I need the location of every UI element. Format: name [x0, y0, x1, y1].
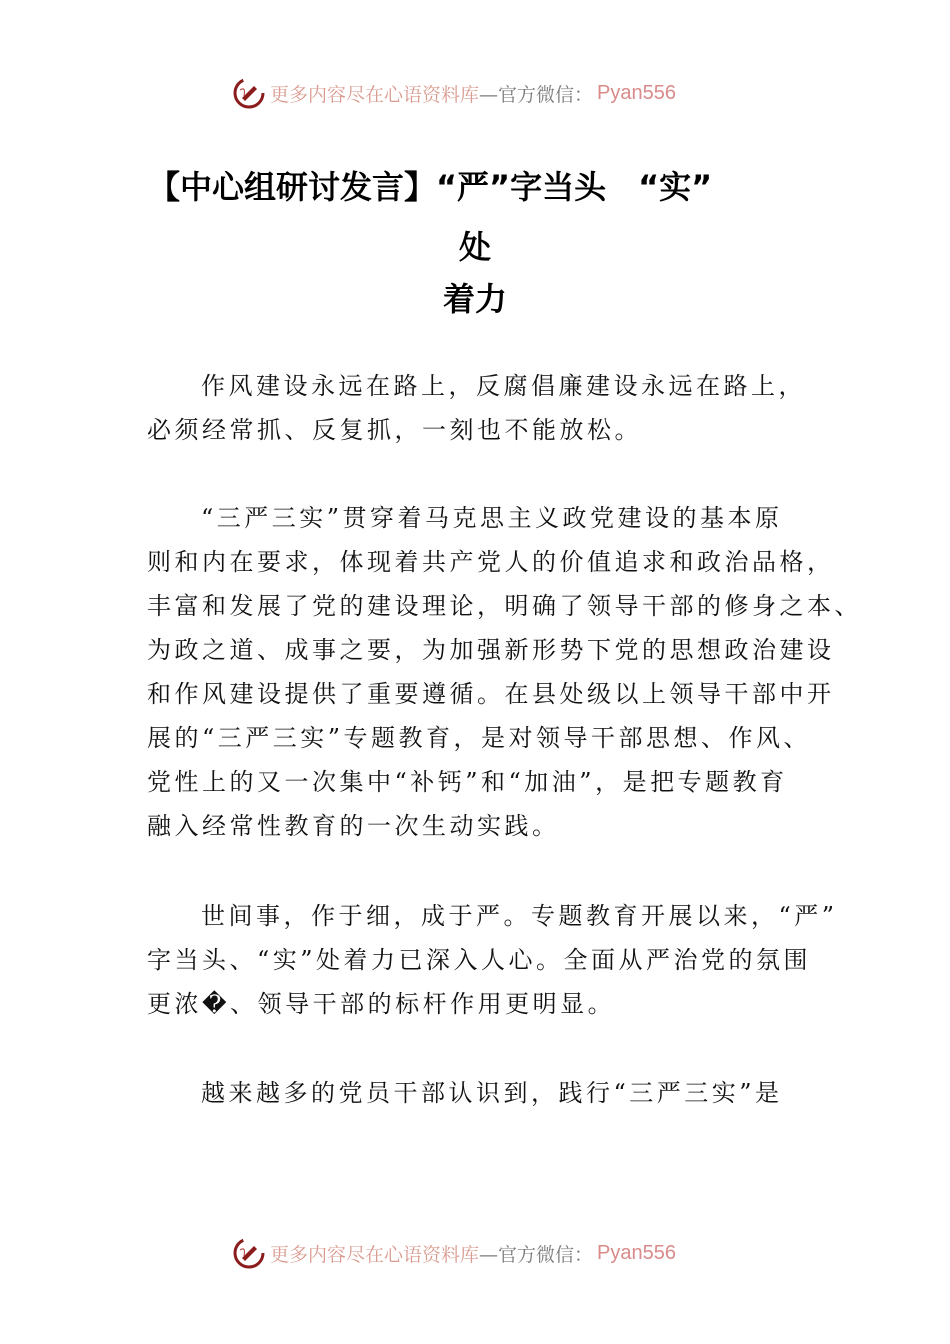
document-title-line-1: 【中心组研讨发言】“严”字当头 “实” [148, 168, 713, 206]
header-banner [232, 75, 676, 111]
paragraph-line: 必须经常抓、反复抓，一刻也不能放松。 [147, 416, 642, 444]
paragraph-line: 展的“三严三实”专题教育，是对领导干部思想、作风、 [147, 724, 812, 752]
paragraph-line: 作风建设永远在路上，反腐倡廉建设永远在路上， [201, 372, 806, 400]
banner-wechat-id: Pyan556 [597, 81, 676, 104]
banner-wechat-label: —官方微信： [479, 1243, 594, 1266]
paragraph-line: 和作风建设提供了重要遵循。在县处级以上领导干部中开 [147, 680, 835, 708]
paragraph-line: 更浓�、领导干部的标杆作用更明显。 [147, 990, 616, 1018]
paragraph-3 [147, 894, 838, 1026]
paragraph-line: 越来越多的党员干部认识到，践行“三严三实”是 [201, 1079, 783, 1107]
paragraph-line: 则和内在要求，体现着共产党人的价值追求和政治品格， [147, 548, 835, 576]
paragraph-line: 党性上的又一次集中“补钙”和“加油”，是把专题教育 [147, 768, 788, 796]
paragraph-line: 丰富和发展了党的建设理论，明确了领导干部的修身之本、 [147, 592, 862, 620]
paragraph-4 [147, 1071, 827, 1115]
paragraph-1 [147, 364, 827, 452]
paragraph-2 [147, 496, 862, 848]
paragraph-line: “三严三实”贯穿着马克思主义政党建设的基本原 [201, 504, 783, 532]
document-title-line-3: 着力 [442, 280, 507, 318]
paragraph-line: 融入经常性教育的一次生动实践。 [147, 812, 560, 840]
footer-banner [232, 1235, 676, 1271]
paragraph-line: 字当头、“实”处着力已深入人心。全面从严治党的氛围 [147, 946, 812, 974]
paragraph-line: 世间事，作于细，成于严。专题教育开展以来，“严” [201, 902, 838, 930]
banner-promo-text: 更多内容尽在心语资料库 [270, 1243, 480, 1266]
quill-pen-logo-icon [232, 76, 266, 110]
banner-promo-text: 更多内容尽在心语资料库 [270, 83, 480, 106]
quill-pen-logo-icon [232, 1236, 266, 1270]
banner-wechat-label: —官方微信： [479, 83, 594, 106]
banner-wechat-id: Pyan556 [597, 1241, 676, 1264]
paragraph-line: 为政之道、成事之要，为加强新形势下党的思想政治建设 [147, 636, 835, 664]
document-title-line-2: 处 [458, 228, 491, 266]
